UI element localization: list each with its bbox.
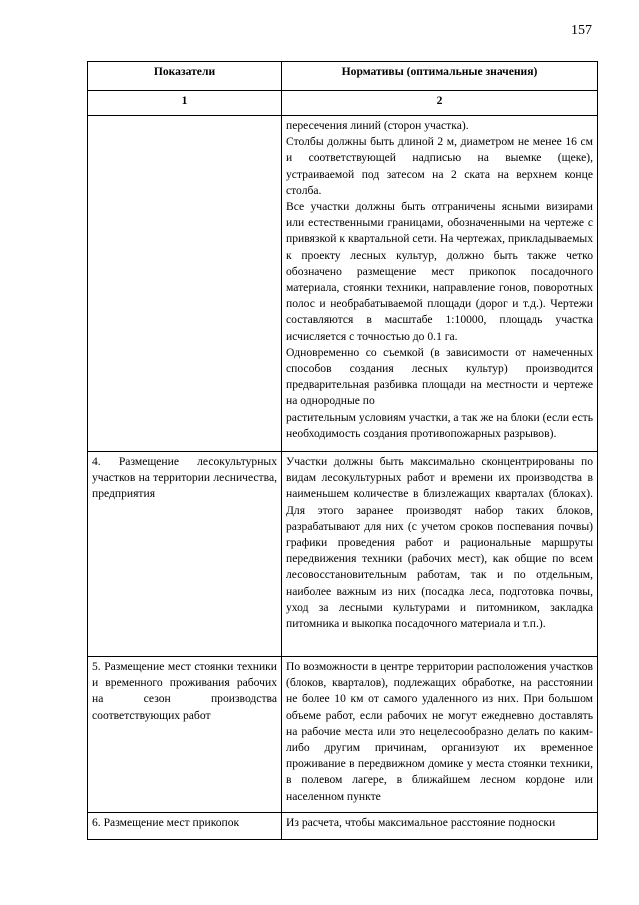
norm-paragraph: Столбы должны быть длиной 2 м, диаметром не менее 16 см и соответствующей надписью на выемке (щеке), устраиваемой под затесом на 2 ската на верхнем конце столба. [286, 135, 593, 197]
norm-paragraph: По возможности в центре территории расположения участков (блоков, кварталов), подлежащих обработке, на расстоянии не более 10 км от самого удаленного из них. При большом объеме работ, если рабочих не могут ежедневно доставлять на рабочие места или это нецелесообразно делать по каким-либо другим причинам, организуют их временное проживание в передвижном домике у места стоянки техники, в полевом лагере, в ближайшем лесном кордоне или населенном пункте [286, 660, 593, 803]
norm-cell [282, 657, 598, 813]
norm-paragraph: растительным условиям участки, а так же на блоки (если есть необходимость создания противопожарных разрывов). [286, 410, 593, 440]
page-number: 157 [571, 23, 592, 38]
table-row [88, 813, 598, 840]
norm-paragraph: Из расчета, чтобы максимальное расстояние подноски [286, 816, 556, 829]
norm-cell [282, 813, 598, 840]
indicator-cell: 6. Размещение мест прикопок [88, 813, 282, 840]
header-indicators: Показатели [88, 62, 282, 91]
table-row [88, 452, 598, 657]
norm-paragraph: Все участки должны быть отграничены ясными визирами или естественными границами, обозначенными на чертеже с привязкой к квартальной сети. На чертежах, прикладываемых к проекту лесных культур, должно быть также четко обозначено размещение мест прикопок посадочного материала, стоянки техники, направление гонов, поворотных полос и необрабатываемой площади (дорог и т.д.). Чертежи составляются в масштабе 1:10000, площадь участка исчисляется с точностью до 0.1 га. [286, 200, 593, 343]
header-norms: Нормативы (оптимальные значения) [282, 62, 598, 91]
norm-paragraph: Участки должны быть максимально сконцентрированы по видам лесокультурных работ и времени их производства в наименьшем количестве в близлежащих кварталах (блоках). Для этого заранее производят набор таких блоков, разрабатывают для них (с учетом сроков поспевания почвы) графики проведения работ и рациональные маршруты передвижения техники (рабочих мест), как общие по всем лесовосстановительным работам, так и по отдельным, наиболее важным из них (посадка леса, подготовка почвы, уход за лесными культурами и питомником, закладка питомника и выкопка посадочного материала и т.п.). [286, 455, 593, 631]
column-number-2: 2 [282, 91, 598, 116]
column-number-1: 1 [88, 91, 282, 116]
column-number-row [88, 91, 598, 116]
indicator-cell: 4. Размещение лесокультурных участков на территории лесничества, предприятия [88, 452, 282, 657]
norm-paragraph: Одновременно со съемкой (в зависимости от намеченных способов создания лесных культур) производится предварительная разбивка площади на местности и чертеже на однородные по [286, 345, 593, 408]
table-row [88, 116, 598, 452]
norms-table [87, 61, 598, 840]
norm-cell [282, 452, 598, 657]
table-row [88, 657, 598, 813]
indicator-cell: 5. Размещение мест стоянки техники и временного проживания рабочих на сезон производства соответствующих работ [88, 657, 282, 813]
norm-paragraph: пересечения линий (сторон участка). [286, 119, 469, 132]
norm-cell [282, 116, 598, 452]
indicator-cell [88, 116, 282, 452]
table-header-row [88, 62, 598, 91]
